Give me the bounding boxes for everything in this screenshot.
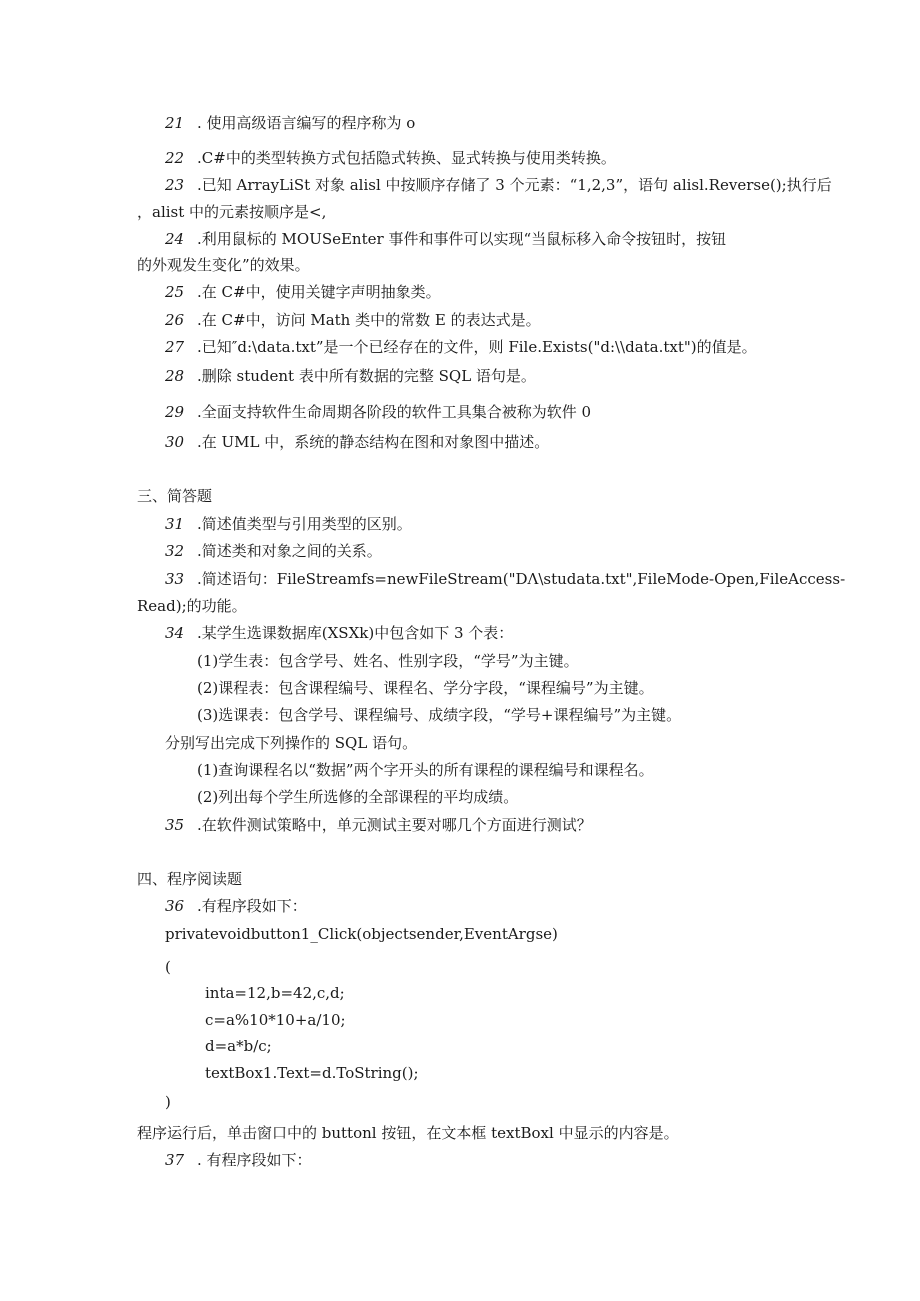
code-line-4: textBox1.Text=d.ToString(); — [205, 1064, 419, 1082]
question-26 — [165, 310, 541, 330]
question-text: . 使用高级语言编写的程序称为 o — [197, 114, 416, 132]
section-4-heading: 四、程序阅读题 — [137, 870, 243, 888]
question-number: 36 — [165, 897, 185, 915]
question-text: . 有程序段如下： — [197, 1151, 312, 1169]
question-number: 31 — [165, 515, 185, 533]
question-33-continuation: Read);的功能。 — [137, 597, 247, 615]
question-text: .已知 ArrayLiSt 对象 alisl 中按顺序存储了 3 个元素：“1,2,3”，语句 alisl.Reverse();执行后 — [197, 176, 832, 194]
question-text: .在软件测试策略中，单元测试主要对哪几个方面进行测试？ — [197, 816, 592, 834]
question-text: .C#中的类型转换方式包括隐式转换、显式转换与使用类转换。 — [197, 149, 616, 167]
question-37 — [165, 1150, 312, 1170]
question-text: .在 C#中，使用关键字声明抽象类。 — [197, 283, 441, 301]
code-close-brace: ) — [165, 1093, 171, 1111]
question-text: .在 UML 中，系统的静态结构在图和对象图中描述。 — [197, 433, 550, 451]
question-23 — [165, 175, 832, 195]
question-text: .有程序段如下： — [197, 897, 307, 915]
question-number: 37 — [165, 1151, 185, 1169]
question-34 — [165, 623, 513, 643]
question-number: 21 — [165, 114, 185, 132]
sql-task-2: (2)列出每个学生所选修的全部课程的平均成绩。 — [197, 788, 519, 806]
question-number: 24 — [165, 230, 185, 248]
sql-instruction: 分别写出完成下列操作的 SQL 语句。 — [165, 734, 418, 752]
question-text: .在 C#中，访问 Math 类中的常数 E 的表达式是。 — [197, 311, 541, 329]
question-text: .简述类和对象之间的关系。 — [197, 542, 382, 560]
section-3-heading: 三、简答题 — [137, 487, 213, 505]
question-36-followup: 程序运行后，单击窗口中的 buttonl 按钮，在文本框 textBoxl 中显示的内容是。 — [137, 1124, 679, 1142]
question-text: .简述语句：FileStreamfs=newFileStream("DΛ\studata.txt",FileMode-Open,FileAccess- — [197, 570, 846, 588]
question-text: .某学生选课数据库(XSXk)中包含如下 3 个表： — [197, 624, 514, 642]
question-text: .全面支持软件生命周期各阶段的软件工具集合被称为软件 0 — [197, 403, 592, 421]
question-number: 29 — [165, 403, 185, 421]
question-text: .已知″d:\data.txt”是一个已经存在的文件，则 File.Exists("d:\\data.txt")的值是。 — [197, 338, 757, 356]
question-23-continuation: ，alist 中的元素按顺序是<, — [137, 203, 327, 221]
question-25 — [165, 282, 441, 302]
question-text: .删除 student 表中所有数据的完整 SQL 语句是。 — [197, 367, 536, 385]
code-line-1: inta=12,b=42,c,d; — [205, 984, 345, 1002]
question-32 — [165, 541, 382, 561]
question-21 — [165, 113, 415, 133]
question-22 — [165, 148, 616, 168]
question-number: 33 — [165, 570, 185, 588]
question-number: 34 — [165, 624, 185, 642]
question-36 — [165, 896, 307, 916]
question-24 — [165, 229, 726, 249]
question-number: 26 — [165, 311, 185, 329]
question-30 — [165, 432, 549, 452]
question-number: 30 — [165, 433, 185, 451]
question-29 — [165, 402, 591, 422]
code-signature: privatevoidbutton1_Click(objectsender,EventArgse) — [165, 925, 558, 943]
question-text: .简述值类型与引用类型的区别。 — [197, 515, 412, 533]
question-number: 25 — [165, 283, 185, 301]
question-28 — [165, 366, 536, 386]
question-31 — [165, 514, 412, 534]
question-number: 35 — [165, 816, 185, 834]
code-line-2: c=a%10*10+a∕10; — [205, 1011, 346, 1029]
question-33 — [165, 569, 845, 589]
question-number: 27 — [165, 338, 185, 356]
question-35 — [165, 815, 592, 835]
question-number: 22 — [165, 149, 185, 167]
sql-task-1: (1)查询课程名以“数据”两个字开头的所有课程的课程编号和课程名。 — [197, 761, 654, 779]
code-open-brace: ( — [165, 958, 171, 976]
question-27 — [165, 337, 757, 357]
question-text: .利用鼠标的 MOUSeEnter 事件和事件可以实现“当鼠标移入命令按钮时，按钮 — [197, 230, 727, 248]
table-description-3: (3)选课表：包含学号、课程编号、成绩字段，“学号+课程编号”为主键。 — [197, 706, 682, 724]
table-description-2: (2)课程表：包含课程编号、课程名、学分字段，“课程编号”为主键。 — [197, 679, 654, 697]
question-number: 28 — [165, 367, 185, 385]
code-line-3: d=a*b∕c; — [205, 1037, 272, 1055]
table-description-1: (1)学生表：包含学号、姓名、性别字段，“学号”为主键。 — [197, 652, 579, 670]
question-number: 23 — [165, 176, 185, 194]
question-number: 32 — [165, 542, 185, 560]
question-24-continuation: 的外观发生变化”的效果。 — [137, 256, 310, 274]
